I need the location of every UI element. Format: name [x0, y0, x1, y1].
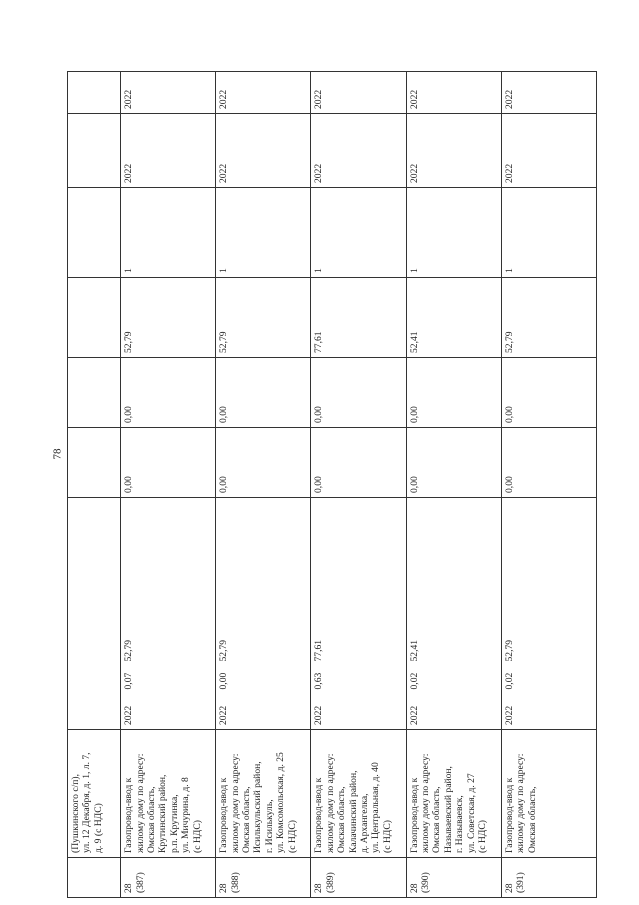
cell-num: 28 (388)	[216, 858, 311, 898]
cell-v3: 52,79	[121, 278, 216, 358]
cell-name: Газопровод-ввод к жилому дому по адресу: Омская область,	[501, 730, 596, 858]
cell-y1	[68, 114, 121, 188]
cell-v2: 0,00	[216, 358, 311, 428]
cell-cost: 52,79	[216, 498, 311, 666]
cell-length: 0,00	[216, 666, 311, 694]
cell-name: Газопровод-ввод к жилому дому по адресу: Омская область, Крутинский район, р.п. Крутинка, ул. Мичурина, д. 8 (с НДС)	[121, 730, 216, 858]
rotated-table-container	[67, 72, 597, 898]
cell-v3	[68, 278, 121, 358]
cell-v3: 52,79	[501, 278, 596, 358]
table-row	[216, 72, 311, 898]
cell-cost: 77,61	[311, 498, 406, 666]
cell-cost	[68, 498, 121, 666]
cell-y2: 2022	[311, 72, 406, 114]
cell-qty: 1	[311, 188, 406, 278]
cell-cost: 52,79	[121, 498, 216, 666]
cell-y2	[68, 72, 121, 114]
cell-v1: 0,00	[501, 428, 596, 498]
cell-num: 28 (387)	[121, 858, 216, 898]
cell-qty: 1	[121, 188, 216, 278]
cell-v3: 52,41	[406, 278, 501, 358]
cell-num	[68, 858, 121, 898]
table-row	[121, 72, 216, 898]
cell-qty: 1	[216, 188, 311, 278]
cell-name: Газопровод-ввод к жилому дому по адресу: Омская область, Исилькульский район, г. Исилькуль, ул. Комсомольская, д. 25 (с НДС)	[216, 730, 311, 858]
table-row	[501, 72, 596, 898]
cell-length: 0,02	[501, 666, 596, 694]
cell-v1: 0,00	[216, 428, 311, 498]
cell-y1: 2022	[311, 114, 406, 188]
cell-name: Газопровод-ввод к жилому дому по адресу: Омская область, Калачинский район, д. Архангелка, ул. Центральная, д. 40 (с НДС)	[311, 730, 406, 858]
cell-name: (Пушкинского с/п), ул. 12 Декабря, д. 1, л. 7, д. 9 (с НДС)	[68, 730, 121, 858]
cell-qty: 1	[501, 188, 596, 278]
cell-v1: 0,00	[406, 428, 501, 498]
cell-year: 2022	[501, 694, 596, 730]
cell-num: 28 (389)	[311, 858, 406, 898]
cell-v2: 0,00	[311, 358, 406, 428]
cell-year: 2022	[121, 694, 216, 730]
cell-qty: 1	[406, 188, 501, 278]
cell-y1: 2022	[216, 114, 311, 188]
cell-y2: 2022	[501, 72, 596, 114]
investment-program-table	[67, 71, 597, 898]
cell-v1	[68, 428, 121, 498]
table-row-partial	[68, 72, 121, 898]
cell-v2: 0,00	[121, 358, 216, 428]
cell-num: 28 (390)	[406, 858, 501, 898]
cell-length: 0,02	[406, 666, 501, 694]
cell-length: 0,63	[311, 666, 406, 694]
cell-v3: 77,61	[311, 278, 406, 358]
cell-year: 2022	[406, 694, 501, 730]
cell-qty	[68, 188, 121, 278]
table-row	[311, 72, 406, 898]
cell-y2: 2022	[216, 72, 311, 114]
cell-v1: 0,00	[311, 428, 406, 498]
cell-year: 2022	[216, 694, 311, 730]
cell-num: 28 (391)	[501, 858, 596, 898]
cell-v1: 0,00	[121, 428, 216, 498]
cell-y1: 2022	[406, 114, 501, 188]
cell-year: 2022	[311, 694, 406, 730]
cell-length: 0,07	[121, 666, 216, 694]
cell-length	[68, 666, 121, 694]
cell-v3: 52,79	[216, 278, 311, 358]
cell-v2: 0,00	[406, 358, 501, 428]
cell-y2: 2022	[406, 72, 501, 114]
cell-cost: 52,41	[406, 498, 501, 666]
table-row	[406, 72, 501, 898]
cell-cost: 52,79	[501, 498, 596, 666]
cell-y1: 2022	[501, 114, 596, 188]
cell-v2	[68, 358, 121, 428]
cell-v2: 0,00	[501, 358, 596, 428]
cell-name: Газопровод-ввод к жилому дому по адресу: Омская область, Называевский район, г. Называевск, ул. Советская, д. 27 (с НДС)	[406, 730, 501, 858]
page-number: 78	[51, 448, 64, 460]
cell-y1: 2022	[121, 114, 216, 188]
cell-y2: 2022	[121, 72, 216, 114]
cell-year	[68, 694, 121, 730]
